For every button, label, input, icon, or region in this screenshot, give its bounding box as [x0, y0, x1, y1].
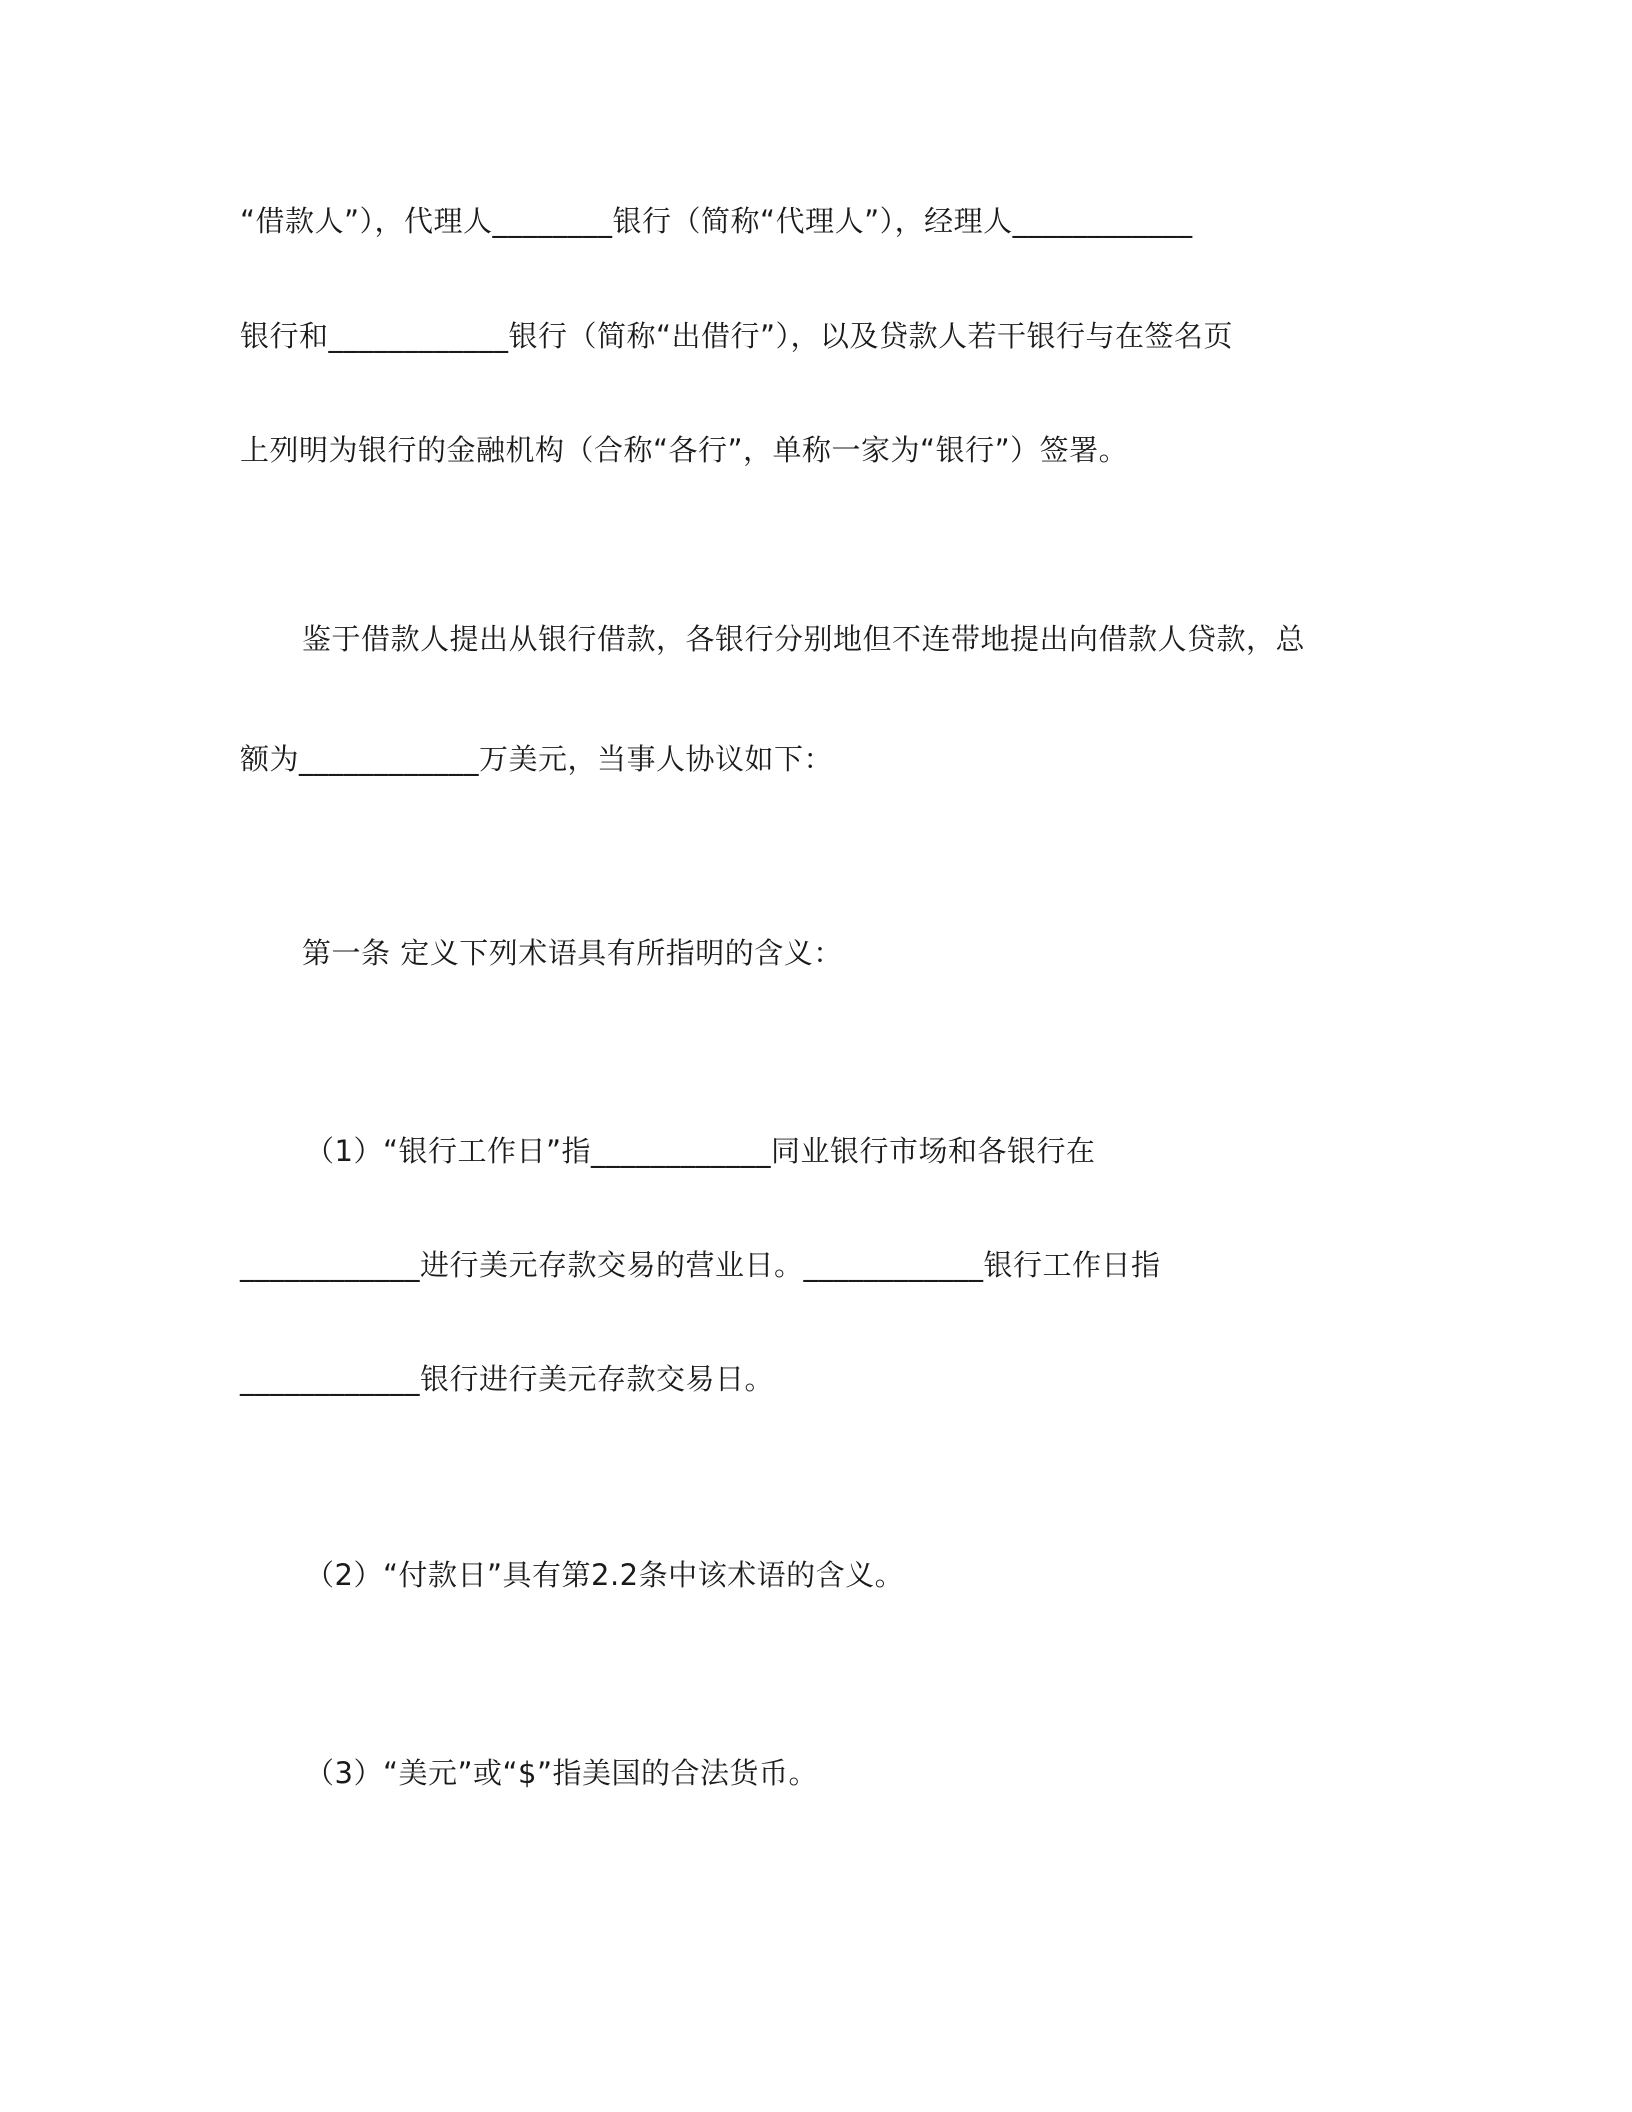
text-line-1: “借款人”），代理人________银行（简称“代理人”），经理人____________: [240, 204, 1193, 238]
text-line-5: 额为____________万美元，当事人协议如下：: [240, 742, 834, 776]
text-line-3: 上列明为银行的金融机构（合称“各行”，单称一家为“银行”）签署。: [240, 433, 1129, 467]
definition-2: （2）“付款日”具有第2.2条中该术语的含义。: [305, 1558, 905, 1592]
definition-3: （3）“美元”或“$”指美国的合法货币。: [305, 1756, 818, 1790]
text-line-4: 鉴于借款人提出从银行借款，各银行分别地但不连带地提出向借款人贷款，总: [302, 622, 1306, 656]
definition-1-line-1: （1）“银行工作日”指____________同业银行市场和各银行在: [305, 1134, 1096, 1168]
text-line-2: 银行和____________银行（简称“出借行”），以及贷款人若干银行与在签名页: [240, 319, 1234, 353]
definition-1-line-3: ____________银行进行美元存款交易日。: [240, 1362, 775, 1396]
article-1-heading: 第一条 定义下列术语具有所指明的含义：: [302, 936, 843, 970]
definition-1-line-2: ____________进行美元存款交易的营业日。____________银行工作日指: [240, 1248, 1161, 1282]
